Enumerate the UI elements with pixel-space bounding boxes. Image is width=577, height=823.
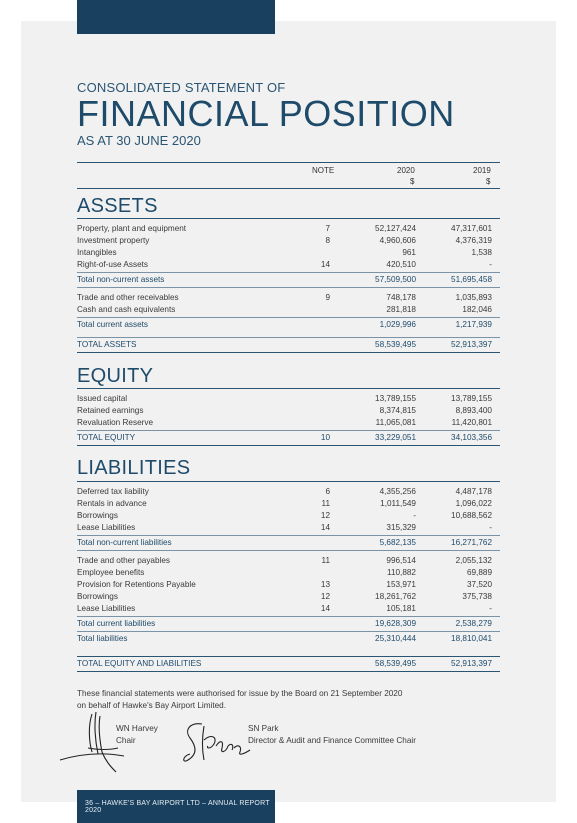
liabilities-rule	[77, 481, 500, 482]
signatory-1-name: WN Harvey	[116, 724, 158, 733]
row-rule	[77, 430, 500, 431]
row-rule	[77, 337, 500, 338]
equity-rule	[77, 388, 500, 389]
table-row: Deferred tax liability 6 4,355,256 4,487,178	[77, 487, 492, 496]
authorisation-line-1: These financial statements were authorised for issue by the Board on 21 September 2020	[77, 689, 403, 698]
table-row: Revaluation Reserve 11,065,081 11,420,801	[77, 418, 492, 427]
total-row: Total non-current assets 57,509,500 51,695,458	[77, 275, 492, 284]
row-rule	[77, 287, 500, 288]
statement-title-small: CONSOLIDATED STATEMENT OF	[77, 80, 286, 95]
signatory-2	[248, 723, 416, 747]
table-row: Intangibles 961 1,538	[77, 248, 492, 257]
table-row: Cash and cash equivalents 281,818 182,046	[77, 305, 492, 314]
table-row: Issued capital 13,789,155 13,789,155	[77, 394, 492, 403]
total-row: Total non-current liabilities 5,682,135 16,271,762	[77, 538, 492, 547]
table-row: Provision for Retentions Payable 13 153,971 37,520	[77, 580, 492, 589]
row-rule	[77, 656, 500, 657]
table-row: Lease Liabilities 14 315,329 -	[77, 523, 492, 532]
col-head-currency-2020: $	[410, 177, 415, 186]
col-head-currency-2019: $	[486, 177, 491, 186]
statement-title: FINANCIAL POSITION	[77, 93, 455, 134]
section-equity: EQUITY	[77, 365, 154, 387]
table-row: Trade and other receivables 9 748,178 1,035,893	[77, 293, 492, 302]
signatory-2-title: Director & Audit and Finance Committee Chair	[248, 736, 416, 745]
grand-total-row: TOTAL ASSETS 58,539,495 52,913,397	[77, 340, 492, 349]
header-rule-bottom	[77, 188, 500, 189]
grand-total-row: TOTAL EQUITY AND LIABILITIES 58,539,495 52,913,397	[77, 659, 492, 668]
authorisation-line-2: on behalf of Hawke's Bay Airport Limited.	[77, 701, 227, 710]
signatory-2-name: SN Park	[248, 724, 279, 733]
table-row: Lease Liabilities 14 105,181 -	[77, 604, 492, 613]
grand-total-row: TOTAL EQUITY 10 33,229,051 34,103,356	[77, 433, 492, 442]
authorisation-note	[77, 688, 497, 712]
row-rule	[77, 671, 500, 672]
row-rule	[77, 317, 500, 318]
table-row: Property, plant and equipment 7 52,127,424 47,317,601	[77, 224, 492, 233]
table-row: Investment property 8 4,960,606 4,376,319	[77, 236, 492, 245]
row-rule	[77, 272, 500, 273]
assets-rule	[77, 218, 500, 219]
col-head-2019: 2019	[473, 166, 491, 175]
table-row: Right-of-use Assets 14 420,510 -	[77, 260, 492, 269]
row-rule	[77, 445, 500, 446]
table-row: Retained earnings 8,374,815 8,893,400	[77, 406, 492, 415]
table-row: Employee benefits 110,882 69,889	[77, 568, 492, 577]
row-rule	[77, 616, 500, 617]
total-row: Total current assets 1,029,996 1,217,939	[77, 320, 492, 329]
section-liabilities: LIABILITIES	[77, 457, 191, 479]
table-row: Borrowings 12 - 10,688,562	[77, 511, 492, 520]
section-assets: ASSETS	[77, 195, 158, 217]
total-row: Total current liabilities 19,628,309 2,538,279	[77, 619, 492, 628]
header-tab	[77, 0, 275, 34]
row-rule	[77, 550, 500, 551]
statement-date: AS AT 30 JUNE 2020	[77, 133, 201, 148]
table-row: Rentals in advance 11 1,011,549 1,096,022	[77, 499, 492, 508]
total-row: Total liabilities 25,310,444 18,810,041	[77, 634, 492, 643]
table-row: Trade and other payables 11 996,514 2,055,132	[77, 556, 492, 565]
header-rule-top	[77, 162, 500, 163]
row-rule	[77, 535, 500, 536]
signatory-1-title: Chair	[116, 736, 136, 745]
col-head-note: NOTE	[312, 166, 335, 175]
row-rule	[77, 631, 500, 632]
signatory-1	[116, 723, 158, 747]
row-rule	[77, 352, 500, 353]
page-footer: 36 – HAWKE'S BAY AIRPORT LTD – ANNUAL REPORT 2020	[77, 790, 275, 823]
col-head-2020: 2020	[397, 166, 415, 175]
table-row: Borrowings 12 18,261,762 375,738	[77, 592, 492, 601]
